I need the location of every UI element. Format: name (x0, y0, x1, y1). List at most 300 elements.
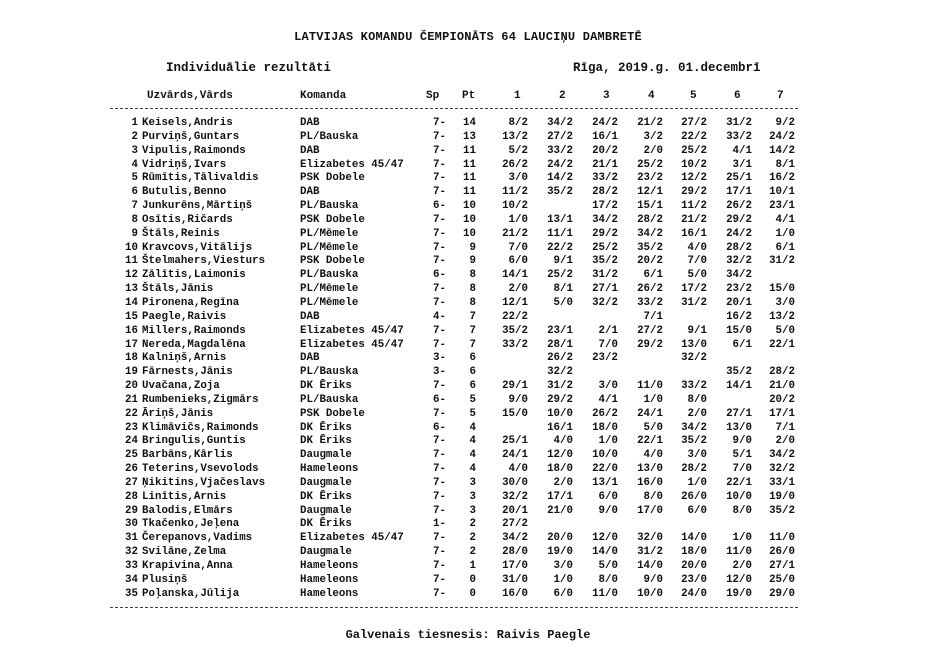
round-6-result: 35/2 (726, 366, 752, 379)
points: 8 (469, 283, 476, 296)
round-4-result: 6/1 (643, 269, 663, 282)
round-5-result: 7/0 (687, 255, 707, 268)
games-played: 7- (433, 380, 446, 393)
round-7-result: 27/1 (769, 560, 795, 572)
table-row (0, 532, 936, 546)
table-row (0, 574, 936, 588)
team-name: Daugmale (300, 546, 352, 559)
round-7-result: 6/1 (775, 241, 795, 254)
player-name: Vidriņš,Ivars (142, 158, 227, 171)
points: 3 (469, 504, 476, 517)
round-7-result: 35/2 (769, 504, 795, 517)
round-6-result: 23/2 (726, 283, 752, 296)
round-7-result: 21/0 (769, 380, 795, 393)
table-row (0, 491, 936, 505)
team-name: PSK Dobele (300, 255, 365, 268)
player-name: Vipulis,Raimonds (142, 144, 246, 157)
round-6-result: 32/2 (726, 255, 752, 268)
round-7-result: 14/2 (769, 144, 795, 157)
table-row (0, 228, 936, 242)
round-3-result: 28/2 (592, 186, 618, 199)
player-name: Junkurēns,Mārtiņš (142, 200, 253, 213)
round-7-result: 9/2 (775, 117, 795, 129)
round-6-result: 9/0 (732, 435, 752, 448)
round-7-result: 20/2 (769, 393, 795, 406)
games-played: 7- (433, 227, 446, 240)
round-1-result: 5/2 (508, 144, 528, 157)
round-7-result: 33/1 (769, 476, 795, 489)
team-name: DAB (300, 310, 320, 323)
round-3-result: 5/0 (598, 560, 618, 572)
round-7-result: 17/1 (769, 407, 795, 420)
round-3-result: 17/2 (592, 200, 618, 213)
points: 6 (469, 366, 476, 379)
header-divider (110, 108, 798, 109)
row-number: 19 (125, 366, 138, 379)
round-2-result: 33/2 (547, 144, 573, 157)
round-1-result: 20/1 (502, 504, 528, 517)
round-3-result: 16/1 (592, 130, 618, 143)
round-4-result: 24/1 (637, 407, 663, 420)
round-4-result: 9/0 (643, 573, 663, 586)
round-7-result: 5/0 (775, 324, 795, 337)
row-number: 35 (125, 587, 138, 600)
points: 11 (463, 158, 476, 171)
round-6-result: 12/0 (726, 573, 752, 586)
games-played: 7- (433, 338, 446, 351)
player-name: Uvačana,Zoja (142, 380, 220, 393)
round-3-result: 20/2 (592, 144, 618, 157)
round-6-result: 14/1 (726, 380, 752, 393)
round-4-result: 11/0 (637, 380, 663, 393)
games-played: 7- (433, 463, 446, 476)
round-2-result: 22/2 (547, 241, 573, 254)
round-6-result: 17/1 (726, 186, 752, 199)
round-4-result: 29/2 (637, 338, 663, 351)
row-number: 12 (125, 269, 138, 282)
table-row (0, 449, 936, 463)
round-4-result: 1/0 (643, 393, 663, 406)
round-1-result: 34/2 (502, 532, 528, 545)
player-name: Zālītis,Laimonis (142, 269, 246, 282)
round-2-result: 4/0 (553, 435, 573, 448)
round-1-result: 31/0 (502, 573, 528, 586)
table-row (0, 588, 936, 602)
points: 4 (469, 435, 476, 448)
table-row (0, 366, 936, 380)
round-4-result: 2/0 (643, 144, 663, 157)
round-1-result: 13/2 (502, 130, 528, 143)
games-played: 7- (433, 255, 446, 268)
round-6-result: 15/0 (726, 324, 752, 337)
row-number: 34 (125, 573, 138, 586)
header-round-4: 4 (648, 90, 655, 102)
round-3-result: 2/1 (598, 324, 618, 337)
team-name: Elizabetes 45/47 (300, 532, 404, 545)
round-4-result: 15/1 (637, 200, 663, 213)
row-number: 5 (131, 172, 138, 185)
round-5-result: 17/2 (681, 283, 707, 296)
player-name: Millers,Raimonds (142, 324, 246, 337)
row-number: 26 (125, 463, 138, 476)
table-row (0, 546, 936, 560)
row-number: 11 (125, 255, 138, 268)
player-name: Klimāvičs,Raimonds (142, 421, 259, 434)
round-7-result: 26/0 (769, 546, 795, 559)
round-7-result: 23/1 (769, 200, 795, 213)
games-played: 3- (433, 352, 446, 365)
round-1-result: 26/2 (502, 158, 528, 171)
round-7-result: 32/2 (769, 463, 795, 476)
round-6-result: 20/1 (726, 296, 752, 309)
team-name: Elizabetes 45/47 (300, 158, 404, 171)
row-number: 30 (125, 518, 138, 531)
round-4-result: 3/2 (643, 130, 663, 143)
round-1-result: 1/0 (508, 213, 528, 226)
round-3-result: 27/1 (592, 283, 618, 296)
round-5-result: 20/0 (681, 560, 707, 572)
games-played: 7- (433, 504, 446, 517)
games-played: 7- (433, 449, 446, 462)
player-name: Čerepanovs,Vadims (142, 532, 253, 545)
round-1-result: 29/1 (502, 380, 528, 393)
team-name: Daugmale (300, 504, 352, 517)
team-name: PL/Mēmele (300, 296, 359, 309)
round-2-result: 11/1 (547, 227, 573, 240)
team-name: Hameleons (300, 560, 359, 572)
row-number: 28 (125, 490, 138, 503)
round-3-result: 31/2 (592, 269, 618, 282)
team-name: Elizabetes 45/47 (300, 324, 404, 337)
round-3-result: 33/2 (592, 172, 618, 185)
round-4-result: 35/2 (637, 241, 663, 254)
round-1-result: 15/0 (502, 407, 528, 420)
row-number: 3 (131, 144, 138, 157)
round-1-result: 27/2 (502, 518, 528, 531)
round-6-result: 29/2 (726, 213, 752, 226)
round-5-result: 8/0 (687, 393, 707, 406)
round-4-result: 14/0 (637, 560, 663, 572)
round-6-result: 6/1 (732, 338, 752, 351)
round-2-result: 21/0 (547, 504, 573, 517)
round-3-result: 22/0 (592, 463, 618, 476)
round-5-result: 16/1 (681, 227, 707, 240)
round-7-result: 4/1 (775, 213, 795, 226)
games-played: 7- (433, 158, 446, 171)
round-5-result: 31/2 (681, 296, 707, 309)
player-name: Fārnests,Jānis (142, 366, 233, 379)
header-round-7: 7 (777, 90, 784, 102)
round-2-result: 16/1 (547, 421, 573, 434)
round-6-result: 25/1 (726, 172, 752, 185)
round-1-result: 8/2 (508, 117, 528, 129)
round-3-result: 4/1 (598, 393, 618, 406)
games-played: 7- (433, 324, 446, 337)
round-6-result: 24/2 (726, 227, 752, 240)
points: 1 (469, 560, 476, 572)
round-4-result: 32/0 (637, 532, 663, 545)
team-name: PL/Bauska (300, 200, 359, 213)
round-6-result: 26/2 (726, 200, 752, 213)
points: 8 (469, 269, 476, 282)
team-name: DAB (300, 117, 320, 129)
table-row (0, 186, 936, 200)
round-2-result: 23/1 (547, 324, 573, 337)
row-number: 25 (125, 449, 138, 462)
round-2-result: 8/1 (553, 283, 573, 296)
row-number: 24 (125, 435, 138, 448)
round-1-result: 7/0 (508, 241, 528, 254)
round-6-result: 31/2 (726, 117, 752, 129)
points: 0 (469, 573, 476, 586)
points: 11 (463, 186, 476, 199)
round-4-result: 10/0 (637, 587, 663, 600)
round-5-result: 27/2 (681, 117, 707, 129)
row-number: 21 (125, 393, 138, 406)
team-name: PL/Bauska (300, 393, 359, 406)
round-2-result: 24/2 (547, 158, 573, 171)
round-1-result: 11/2 (502, 186, 528, 199)
round-6-result: 33/2 (726, 130, 752, 143)
round-6-result: 16/2 (726, 310, 752, 323)
round-1-result: 17/0 (502, 560, 528, 572)
row-number: 31 (125, 532, 138, 545)
table-row (0, 297, 936, 311)
header-round-2: 2 (559, 90, 566, 102)
round-7-result: 8/1 (775, 158, 795, 171)
team-name: PL/Bauska (300, 269, 359, 282)
round-2-result: 31/2 (547, 380, 573, 393)
round-7-result: 25/0 (769, 573, 795, 586)
team-name: Elizabetes 45/47 (300, 338, 404, 351)
player-name: Poļanska,Jūlija (142, 587, 240, 600)
games-played: 7- (433, 560, 446, 572)
games-played: 7- (433, 546, 446, 559)
header-round-6: 6 (734, 90, 741, 102)
round-6-result: 10/0 (726, 490, 752, 503)
row-number: 13 (125, 283, 138, 296)
header-round-1: 1 (514, 90, 521, 102)
team-name: PL/Mēmele (300, 227, 359, 240)
team-name: PL/Bauska (300, 366, 359, 379)
round-7-result: 29/0 (769, 587, 795, 600)
round-2-result: 18/0 (547, 463, 573, 476)
round-2-result: 28/1 (547, 338, 573, 351)
header-pt: Pt (462, 90, 476, 102)
round-4-result: 27/2 (637, 324, 663, 337)
round-5-result: 22/2 (681, 130, 707, 143)
round-5-result: 28/2 (681, 463, 707, 476)
round-7-result: 31/2 (769, 255, 795, 268)
team-name: PSK Dobele (300, 213, 365, 226)
round-3-result: 7/0 (598, 338, 618, 351)
round-7-result: 2/0 (775, 435, 795, 448)
table-row (0, 131, 936, 145)
points: 9 (469, 241, 476, 254)
team-name: DK Ēriks (300, 490, 352, 503)
points: 2 (469, 518, 476, 531)
round-2-result: 9/1 (553, 255, 573, 268)
row-number: 22 (125, 407, 138, 420)
table-row (0, 255, 936, 269)
round-6-result: 22/1 (726, 476, 752, 489)
round-5-result: 33/2 (681, 380, 707, 393)
round-2-result: 25/2 (547, 269, 573, 282)
row-number: 29 (125, 504, 138, 517)
table-header (0, 90, 936, 104)
round-1-result: 21/2 (502, 227, 528, 240)
table-row (0, 172, 936, 186)
player-name: Plusiņš (142, 573, 188, 586)
round-5-result: 1/0 (687, 476, 707, 489)
table-row (0, 380, 936, 394)
player-name: Teterins,Vsevolods (142, 463, 259, 476)
points: 10 (463, 200, 476, 213)
player-name: Kravcovs,Vitālijs (142, 241, 253, 254)
round-5-result: 11/2 (681, 200, 707, 213)
round-5-result: 10/2 (681, 158, 707, 171)
round-3-result: 23/2 (592, 352, 618, 365)
round-3-result: 34/2 (592, 213, 618, 226)
round-7-result: 28/2 (769, 366, 795, 379)
table-row (0, 214, 936, 228)
games-played: 7- (433, 117, 446, 129)
round-3-result: 29/2 (592, 227, 618, 240)
round-2-result: 5/0 (553, 296, 573, 309)
round-6-result: 4/1 (732, 144, 752, 157)
round-5-result: 23/0 (681, 573, 707, 586)
round-6-result: 8/0 (732, 504, 752, 517)
round-3-result: 25/2 (592, 241, 618, 254)
row-number: 32 (125, 546, 138, 559)
round-5-result: 3/0 (687, 449, 707, 462)
round-1-result: 14/1 (502, 269, 528, 282)
player-name: Štelmahers,Viesturs (142, 255, 266, 268)
round-4-result: 16/0 (637, 476, 663, 489)
round-7-result: 7/1 (775, 421, 795, 434)
round-4-result: 8/0 (643, 490, 663, 503)
document-title: LATVIJAS KOMANDU ČEMPIONĀTS 64 LAUCIŅU DAMBRETĒ (294, 30, 642, 44)
points: 7 (469, 310, 476, 323)
player-name: Nereda,Magdalēna (142, 338, 246, 351)
team-name: PL/Mēmele (300, 283, 359, 296)
round-3-result: 13/1 (592, 476, 618, 489)
row-number: 14 (125, 296, 138, 309)
points: 4 (469, 421, 476, 434)
round-4-result: 28/2 (637, 213, 663, 226)
round-6-result: 2/0 (732, 560, 752, 572)
games-played: 7- (433, 435, 446, 448)
round-1-result: 16/0 (502, 587, 528, 600)
round-2-result: 2/0 (553, 476, 573, 489)
header-sp: Sp (426, 90, 440, 102)
round-5-result: 32/2 (681, 352, 707, 365)
team-name: Daugmale (300, 476, 352, 489)
round-4-result: 13/0 (637, 463, 663, 476)
table-row (0, 463, 936, 477)
points: 4 (469, 463, 476, 476)
row-number: 23 (125, 421, 138, 434)
round-2-result: 13/1 (547, 213, 573, 226)
round-2-result: 3/0 (553, 560, 573, 572)
row-number: 15 (125, 310, 138, 323)
team-name: DAB (300, 144, 320, 157)
row-number: 10 (125, 241, 138, 254)
round-7-result: 16/2 (769, 172, 795, 185)
team-name: DK Ēriks (300, 380, 352, 393)
round-4-result: 26/2 (637, 283, 663, 296)
player-name: Kalniņš,Arnis (142, 352, 227, 365)
round-2-result: 20/0 (547, 532, 573, 545)
table-row (0, 477, 936, 491)
points: 2 (469, 532, 476, 545)
table-row (0, 311, 936, 325)
points: 11 (463, 172, 476, 185)
round-1-result: 33/2 (502, 338, 528, 351)
team-name: DAB (300, 352, 320, 365)
round-5-result: 34/2 (681, 421, 707, 434)
games-played: 7- (433, 296, 446, 309)
player-name: Rumbenieks,Zigmārs (142, 393, 259, 406)
points: 2 (469, 546, 476, 559)
round-3-result: 12/0 (592, 532, 618, 545)
player-name: Osītis,Ričards (142, 213, 233, 226)
games-played: 6- (433, 393, 446, 406)
table-row (0, 159, 936, 173)
round-6-result: 13/0 (726, 421, 752, 434)
round-2-result: 29/2 (547, 393, 573, 406)
table-row (0, 394, 936, 408)
round-5-result: 4/0 (687, 241, 707, 254)
round-3-result: 11/0 (592, 587, 618, 600)
round-6-result: 11/0 (726, 546, 752, 559)
document-subtitle: Individuālie rezultāti (166, 61, 332, 75)
table-row (0, 408, 936, 422)
round-3-result: 9/0 (598, 504, 618, 517)
games-played: 7- (433, 186, 446, 199)
table-row (0, 117, 936, 131)
row-number: 16 (125, 324, 138, 337)
round-1-result: 28/0 (502, 546, 528, 559)
round-1-result: 2/0 (508, 283, 528, 296)
games-played: 7- (433, 532, 446, 545)
round-5-result: 21/2 (681, 213, 707, 226)
player-name: Štāls,Reinis (142, 227, 220, 240)
table-row (0, 505, 936, 519)
round-5-result: 25/2 (681, 144, 707, 157)
row-number: 2 (131, 130, 138, 143)
team-name: DK Ēriks (300, 435, 352, 448)
round-4-result: 34/2 (637, 227, 663, 240)
round-2-result: 32/2 (547, 366, 573, 379)
points: 13 (463, 130, 476, 143)
games-played: 7- (433, 241, 446, 254)
team-name: DK Ēriks (300, 518, 352, 531)
row-number: 18 (125, 352, 138, 365)
row-number: 20 (125, 380, 138, 393)
place-date: Rīga, 2019.g. 01.decembrī (573, 61, 761, 75)
round-6-result: 5/1 (732, 449, 752, 462)
round-3-result: 24/2 (592, 117, 618, 129)
round-6-result: 7/0 (732, 463, 752, 476)
round-5-result: 9/1 (687, 324, 707, 337)
player-name: Balodis,Elmārs (142, 504, 233, 517)
points: 7 (469, 338, 476, 351)
games-played: 7- (433, 144, 446, 157)
table-row (0, 339, 936, 353)
row-number: 9 (131, 227, 138, 240)
round-1-result: 35/2 (502, 324, 528, 337)
